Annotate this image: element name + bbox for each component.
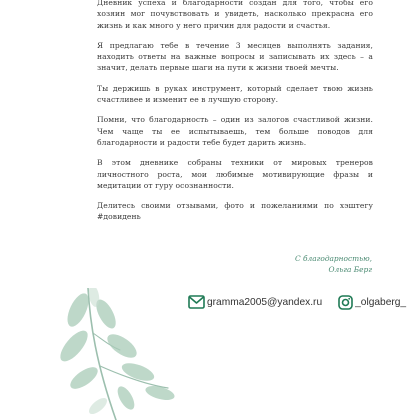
instagram-handle[interactable]: _olgaberg_ — [355, 296, 407, 308]
intro-paragraph-3: Ты держишь в руках инструмент, который сделает твою жизнь счастливее и изменит ее в лучшую сторону. — [97, 83, 373, 105]
intro-text — [97, 0, 373, 232]
intro-paragraph-5: В этом дневнике собраны техники от мировых тренеров личностного роста, мои любимые мотивирующие фразы и медитации от гуру осознанности. — [97, 158, 373, 190]
contacts — [188, 293, 406, 311]
intro-paragraph-6: Делитесь своими отзывами, фото и пожеланиями по хэштегу #довидень — [97, 201, 373, 222]
signature — [295, 254, 372, 275]
instagram-icon — [338, 295, 353, 310]
instagram-contact[interactable] — [338, 295, 406, 310]
watercolor-leaves-decoration — [48, 288, 178, 420]
signature-author: Ольга Берг — [328, 264, 372, 274]
email-address[interactable]: gramma2005@yandex.ru — [207, 296, 323, 308]
email-contact[interactable] — [188, 295, 322, 309]
mail-icon — [188, 295, 205, 309]
intro-paragraph-4: Помни, что благодарность – один из залогов счастливой жизни. Чем чаще ты ее испытываешь, тем больше поводов для благодарности и радости тебе будет дарить жизнь. — [97, 115, 373, 147]
intro-paragraph-2: Я предлагаю тебе в течение 3 месяцев выполнять задания, находить ответы на важные вопросы и записывать их здесь – а значит, делать первые шаги на пути к жизни твоей мечты. — [97, 40, 373, 73]
intro-paragraph-1: Дневник успеха и благодарности создан для того, чтобы его хозяин мог почувствовать и увидеть, насколько прекрасна его жизнь и как много у него причин для радости и счастья. — [97, 0, 373, 30]
signature-greeting: С благодарностью, — [295, 254, 372, 263]
